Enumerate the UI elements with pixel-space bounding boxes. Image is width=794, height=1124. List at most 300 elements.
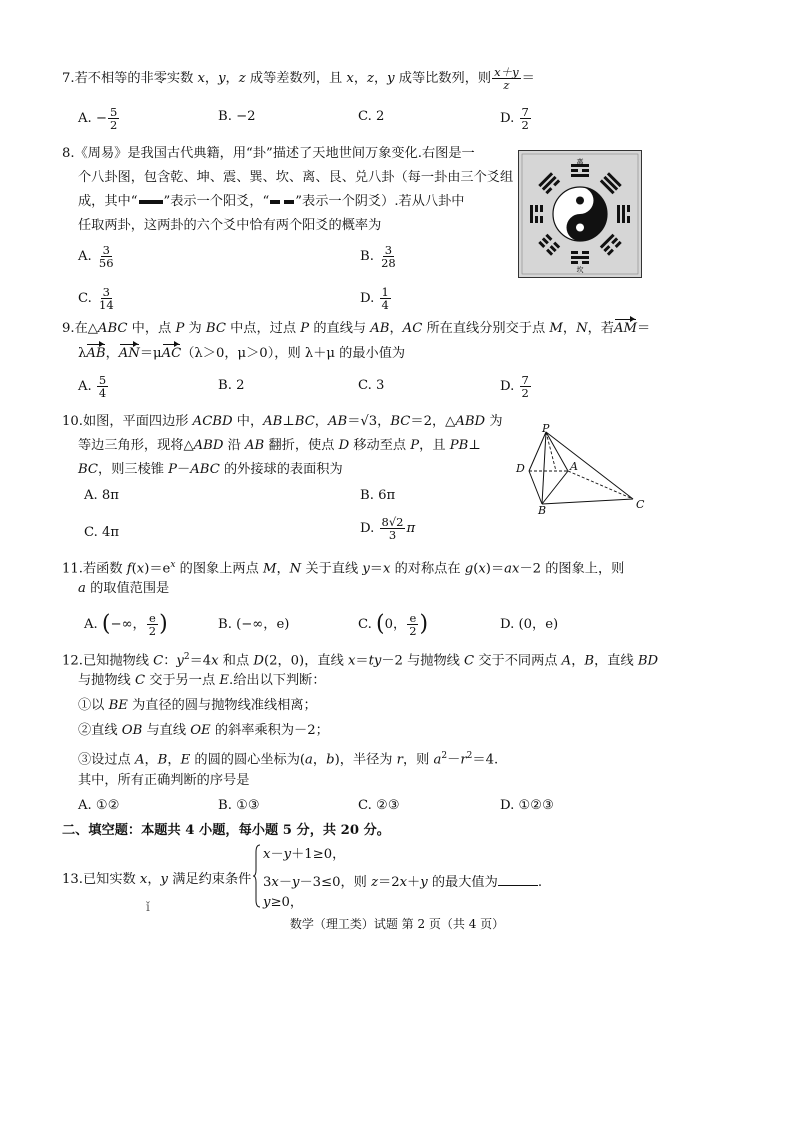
denominator: 28 [381, 256, 396, 270]
yin-bar [582, 261, 589, 264]
var: C [464, 653, 475, 669]
var: ABD [193, 438, 224, 453]
var: z [371, 875, 379, 890]
var: M [549, 321, 563, 336]
text: )＝e [144, 561, 171, 577]
q11-option-c [358, 612, 428, 637]
var: a [433, 752, 442, 768]
text: 为 [485, 414, 503, 429]
var: x [170, 560, 176, 570]
var: OE [190, 723, 211, 738]
numerator: 7 [521, 373, 529, 387]
var: N [576, 321, 588, 336]
exponent: 2 [441, 751, 448, 761]
fraction [97, 374, 108, 399]
q12-line2 [78, 672, 326, 690]
q13-constraint-2 [263, 871, 542, 892]
yin-line-symbol [269, 197, 295, 207]
option-label: B. −2 [218, 109, 256, 124]
text: ＝2 [378, 875, 400, 890]
var: AB [370, 321, 390, 336]
yin-bar [571, 169, 578, 172]
text: 的外接球的表面积为 [219, 462, 343, 477]
text: 3 [263, 875, 272, 890]
var: ty [368, 653, 382, 669]
var: E [219, 673, 230, 688]
text: ”表示一个阴爻）.若从八卦中 [295, 194, 465, 209]
var: D [253, 653, 264, 669]
section-heading: 二、填空题：本题共 4 小题，每小题 5 分，共 20 分。 [62, 823, 390, 838]
text: 0， [384, 617, 407, 632]
text: ， [389, 321, 403, 336]
text: 中点，过点 [225, 321, 301, 336]
option-label: A. − [78, 111, 107, 126]
text: ，且 [419, 438, 450, 453]
text: 交于不同两点 [474, 653, 562, 669]
text: 中， [232, 414, 264, 429]
text: ， [562, 321, 577, 336]
text: ⊥ [282, 414, 295, 429]
q8-line3 [78, 193, 464, 211]
var: y [218, 71, 226, 86]
var: y [176, 653, 184, 669]
fraction [492, 66, 520, 91]
vector: AM [614, 321, 638, 336]
text: ， [225, 71, 239, 86]
text: ＝√3， [347, 414, 391, 429]
text: － [447, 752, 461, 768]
text: 所在直线分别交于点 [422, 321, 550, 336]
var: x [136, 561, 145, 577]
text: ＋1≥0， [291, 847, 346, 862]
numerator: e [409, 611, 417, 625]
q12-line5 [78, 747, 498, 769]
var: x [139, 872, 148, 887]
edge-DB [529, 471, 542, 504]
var: A [561, 653, 572, 669]
yin-bar [535, 205, 538, 212]
text: 移动至点 [349, 438, 411, 453]
denominator: 2 [109, 118, 118, 132]
var: r [460, 752, 467, 768]
var: AB [245, 438, 265, 453]
denominator: 2 [148, 624, 157, 638]
paren: ) [159, 611, 168, 637]
q10-line2 [78, 437, 481, 455]
text: 与直线 [142, 723, 191, 738]
var: a [305, 752, 313, 768]
answer-blank[interactable] [498, 871, 538, 886]
q12-line6: 其中，所有正确判断的序号是 [78, 773, 250, 788]
text: 的图象上两点 [175, 561, 263, 577]
var: z [238, 71, 246, 86]
q10-option-c [84, 524, 119, 542]
fraction [379, 244, 398, 269]
q10-line3 [78, 461, 343, 479]
numerator: 7 [521, 105, 529, 119]
text: ： [163, 653, 177, 669]
var: C [134, 673, 146, 688]
numerator: x＋y [494, 65, 519, 79]
text: ， [147, 872, 161, 887]
option-label: D. [360, 291, 379, 306]
q12-line3 [78, 697, 317, 715]
text: ①以 [78, 698, 109, 713]
var: PB [449, 438, 469, 453]
option-label: A. 8π [84, 488, 119, 503]
paren: ) [419, 611, 429, 637]
text: 成等比数列，则 [394, 71, 492, 86]
var: BE [108, 698, 128, 713]
fraction [108, 106, 119, 131]
option-label: C. 2 [358, 109, 385, 124]
edge-PA [546, 432, 568, 471]
text: ③设过点 [78, 752, 135, 768]
constraint-brace [253, 844, 261, 908]
q8-line1: 8.《周易》是我国古代典籍，用“卦”描述了天地世间万象变化.右图是一 [62, 146, 475, 161]
q8-option-b [360, 244, 399, 269]
var: a [78, 581, 86, 596]
q12-option-b [218, 797, 260, 815]
var: x [399, 875, 408, 890]
denominator: 4 [98, 386, 107, 400]
bagua-bottom-char: 坎 [576, 266, 584, 274]
var: x [382, 561, 391, 577]
text: 的斜率乘积为－2； [210, 723, 329, 738]
var: ABC [190, 462, 220, 477]
text: ＝4. [472, 752, 499, 768]
var: b [326, 752, 335, 768]
q8-option-d [360, 286, 392, 311]
text: 的圆的圆心坐标为( [190, 752, 306, 768]
var: BC [78, 462, 99, 477]
text: ， [571, 653, 585, 669]
yang-bar [571, 174, 589, 177]
var: B [584, 653, 595, 669]
edge-PC [546, 432, 633, 499]
fraction [97, 286, 116, 311]
text: － [278, 875, 293, 890]
text: (2，0)，直线 [263, 653, 348, 669]
var: x [263, 847, 271, 862]
text: ＝ [369, 561, 383, 577]
var: P [175, 321, 185, 336]
q9-option-a [78, 374, 109, 399]
denominator: 56 [98, 256, 114, 270]
q11-line1 [62, 556, 624, 578]
q13-constraint-3 [263, 894, 303, 912]
var: ax [504, 561, 520, 577]
option-label: C. [78, 291, 97, 306]
option-label: A. [78, 379, 96, 394]
text: 9.在△ [62, 321, 98, 336]
numerator: 1 [381, 285, 389, 299]
paren: ( [376, 611, 385, 637]
text: 成，其中“ [78, 194, 138, 209]
yin-bar [540, 216, 543, 223]
var: y [263, 895, 271, 910]
yin-bar [571, 251, 578, 254]
q7-stem [62, 66, 535, 91]
q8-option-c [78, 286, 117, 311]
page-footer: 数学（理工类）试题 第 2 页（共 4 页） [289, 917, 505, 931]
q11-line2 [78, 580, 169, 598]
var: f [126, 561, 132, 577]
q10-line1 [62, 413, 503, 431]
q9-line2 [78, 345, 405, 363]
text: 的取值范围是 [85, 581, 170, 596]
text: ( [131, 561, 137, 577]
denominator: 4 [381, 298, 389, 312]
option-label: C. ②③ [358, 798, 400, 813]
option-label: C. [358, 617, 377, 632]
yin-bar [571, 261, 578, 264]
text: ( [473, 561, 479, 577]
option-label: B. (−∞，e) [218, 617, 290, 632]
var: x [347, 653, 356, 669]
var: y [420, 875, 428, 890]
edge-PBext [546, 432, 556, 471]
var: x [478, 561, 486, 577]
q8-option-a [78, 244, 117, 269]
denominator: 3 [388, 528, 397, 542]
text: ， [204, 71, 219, 86]
var: y [362, 561, 370, 577]
text: －3≤0，则 [299, 875, 372, 890]
fraction [520, 106, 531, 131]
var: BD [637, 653, 659, 669]
var: P [168, 462, 178, 477]
text: ”表示一个阳爻，“ [163, 194, 270, 209]
tetrahedron-figure [512, 424, 652, 516]
option-label: D. [360, 521, 379, 536]
yin-bar [627, 216, 630, 223]
q11-option-b [218, 616, 289, 634]
text: 的最大值为 [427, 875, 498, 890]
bagua-top-char: 离 [576, 158, 584, 166]
fraction [97, 244, 116, 269]
text: － [270, 847, 284, 862]
text: － [177, 462, 191, 477]
text: ＝ [521, 71, 535, 86]
text: ⊥ [468, 438, 481, 453]
text: 和点 [218, 653, 254, 669]
yin-bar [535, 216, 538, 223]
denominator: 2 [521, 386, 529, 400]
yin-bar [582, 169, 589, 172]
paren: ( [101, 611, 111, 637]
q8-line4: 任取两卦，这两卦的六个爻中恰有两个阳爻的概率为 [78, 218, 382, 233]
q7-option-b [218, 108, 256, 126]
text: 为 [184, 321, 206, 336]
var: y [160, 872, 168, 887]
text: 关于直线 [301, 561, 363, 577]
option-label: A. ①② [78, 798, 120, 813]
yin-bar [540, 205, 543, 212]
option-label: C. 3 [358, 378, 385, 393]
q12-option-a [78, 797, 120, 815]
text: ＝2，△ [410, 414, 456, 429]
label-A: A [570, 460, 578, 473]
var: M [262, 561, 277, 577]
yang-bar [617, 205, 620, 223]
edge-DP [529, 432, 546, 471]
var: C [153, 653, 164, 669]
label-D: D [516, 462, 525, 475]
text: ， [144, 752, 158, 768]
text: ， [373, 71, 388, 86]
fraction [520, 374, 531, 399]
text: （λ＞0，μ＞0），则 λ＋μ 的最小值为 [181, 346, 406, 361]
q12-line4 [78, 722, 329, 740]
text: 与抛物线 [78, 673, 135, 688]
text: λ [78, 346, 87, 361]
denominator: 14 [99, 298, 114, 312]
q9-line1 [62, 320, 650, 338]
var: y [283, 847, 292, 862]
text: π [406, 521, 416, 536]
text: 12.已知抛物线 [62, 653, 154, 669]
text: ＝ [637, 321, 651, 336]
option-label: D. ①②③ [500, 798, 554, 813]
option-label: B. 6π [360, 488, 396, 503]
var: OB [121, 723, 143, 738]
text: ，直线 [594, 653, 638, 669]
q7-option-a [78, 106, 120, 131]
q8-line2: 个八卦图，包含乾、坤、震、巽、坎、离、艮、兑八卦（每一卦由三个爻组 [78, 170, 514, 185]
text: ②直线 [78, 723, 122, 738]
yin-bar [582, 251, 589, 254]
vector: AC [161, 346, 182, 361]
q11-option-d [500, 616, 558, 634]
label-C: C [636, 498, 645, 511]
text: 交于另一点 [145, 673, 220, 688]
fraction [380, 516, 406, 541]
text: 中，点 [127, 321, 176, 336]
text: ＋ [407, 875, 421, 890]
q12-option-c [358, 797, 400, 815]
label-P: P [542, 424, 550, 435]
var: AC [402, 321, 423, 336]
text: .给出以下判断： [229, 673, 326, 688]
var: x [346, 71, 354, 86]
exponent: 2 [466, 751, 473, 761]
text: . [537, 875, 543, 890]
q7-option-c [358, 108, 384, 126]
exponent: 2 [183, 652, 190, 662]
text: 满足约束条件 [168, 872, 252, 887]
var: BC [294, 414, 315, 429]
var: r [396, 752, 403, 768]
text: )，半径为 [334, 752, 397, 768]
text: 等边三角形，现将△ [78, 438, 194, 453]
text: ＝ [355, 653, 369, 669]
text: 成等差数列，且 [245, 71, 347, 86]
option-label: B. ①③ [218, 798, 260, 813]
var: P [410, 438, 420, 453]
yin-yang-icon [553, 187, 607, 241]
q7-option-d [500, 106, 532, 131]
var: A [134, 752, 145, 768]
option-label: D. [500, 111, 519, 126]
text: 翻折，使点 [264, 438, 339, 453]
text: ， [353, 71, 368, 86]
denominator: 2 [521, 118, 529, 132]
fraction [380, 286, 391, 311]
q10-option-a [84, 487, 119, 505]
var: BC [390, 414, 411, 429]
text: ，则 [402, 752, 434, 768]
q13-pre [62, 871, 251, 889]
text: 沿 [223, 438, 246, 453]
q9-option-c [358, 377, 384, 395]
fraction [147, 612, 158, 637]
edge-PB [542, 432, 546, 504]
var: AB [327, 414, 348, 429]
stray-mark: ǐ [146, 900, 150, 914]
text: −∞， [110, 617, 146, 632]
vector: AN [118, 346, 140, 361]
option-label: C. 4π [84, 525, 120, 540]
var: BC [205, 321, 226, 336]
q12-option-d [500, 797, 554, 815]
text: ，若 [587, 321, 614, 336]
numerator: e [149, 611, 156, 625]
yin-bar [627, 205, 630, 212]
option-label: B. 2 [218, 378, 245, 393]
q9-option-b [218, 377, 244, 395]
var: g [464, 561, 474, 577]
text: 为直径的圆与抛物线准线相离； [127, 698, 317, 713]
var: B [157, 752, 168, 768]
q11-option-a [84, 612, 168, 637]
yang-line-symbol [138, 197, 164, 207]
var: ABC [97, 321, 128, 336]
var: ACBD [192, 414, 233, 429]
var: AB [263, 414, 283, 429]
option-label: D. [500, 379, 519, 394]
numerator: 3 [384, 243, 393, 257]
q10-option-d [360, 516, 415, 541]
text: ， [105, 346, 119, 361]
yang-bar [530, 205, 533, 223]
denominator: 2 [409, 624, 417, 638]
yang-bar [571, 256, 589, 259]
numerator: 8√2 [381, 515, 404, 529]
edge-AC [568, 471, 633, 499]
text: ， [314, 414, 328, 429]
edge-BC [542, 499, 633, 504]
var: x [211, 653, 219, 669]
var: x [197, 71, 205, 86]
denominator: z [503, 78, 510, 92]
bagua-figure [518, 150, 642, 278]
q13-constraint-1 [263, 846, 345, 864]
var: y [387, 71, 395, 86]
text: 10.如图，平面四边形 [62, 414, 193, 429]
edge-BA [542, 471, 568, 504]
text: ＝4 [189, 653, 212, 669]
numerator: 5 [98, 373, 107, 387]
option-label: D. (0，e) [500, 617, 559, 632]
var: E [180, 752, 191, 768]
var: z [367, 71, 374, 86]
text: 7.若不相等的非零实数 [62, 71, 198, 86]
text: )＝ [485, 561, 505, 577]
var: N [289, 561, 302, 577]
q9-option-d [500, 374, 532, 399]
text: 的对称点在 [390, 561, 465, 577]
